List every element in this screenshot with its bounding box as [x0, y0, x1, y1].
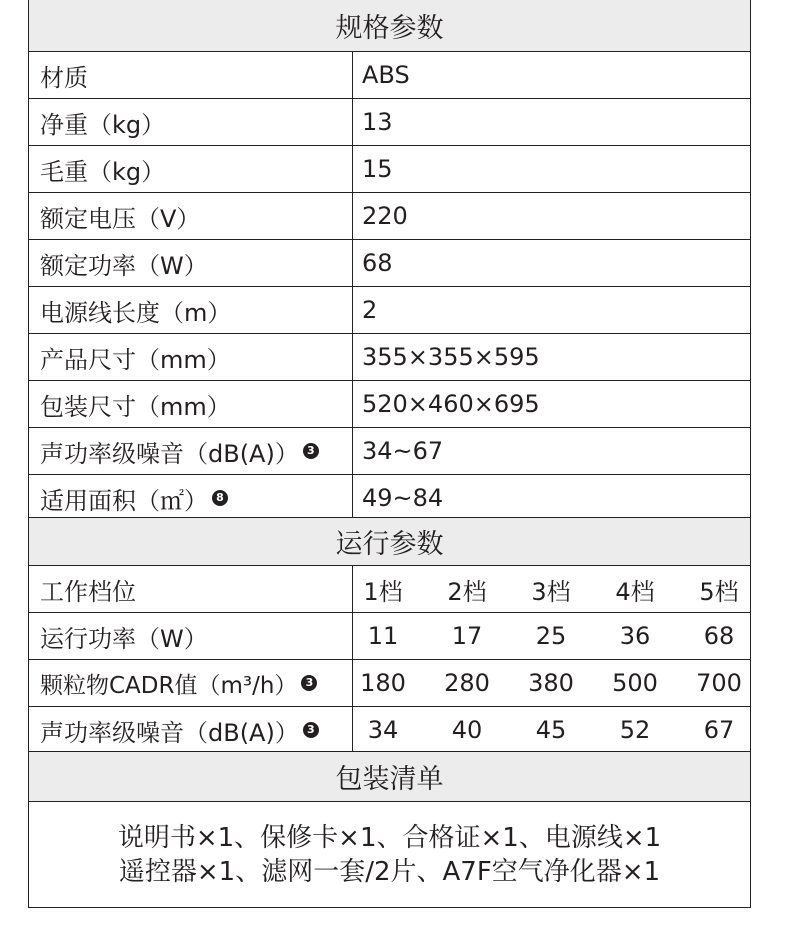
- run-value: 52: [619, 716, 651, 744]
- spec-value: 520×460×695: [362, 390, 540, 418]
- spec-row: [29, 474, 750, 521]
- footnote-marker: 3: [303, 722, 319, 738]
- run-value: 180: [360, 669, 406, 697]
- run-value: 45: [535, 716, 567, 744]
- run-value: 700: [696, 669, 742, 697]
- spec-value: ABS: [362, 61, 410, 89]
- spec-row: [29, 98, 750, 145]
- spec-section-header: [29, 0, 750, 51]
- spec-label: 额定电压（V）: [40, 204, 201, 233]
- spec-value: 68: [362, 249, 393, 277]
- run-value: 25: [535, 622, 567, 650]
- gear-4: 4档: [615, 577, 655, 606]
- spec-row: [29, 51, 750, 98]
- spec-value: 13: [362, 108, 393, 136]
- spec-value: 2: [362, 296, 378, 324]
- footnote-marker: 8: [212, 490, 228, 506]
- run-row-power: [29, 612, 750, 659]
- spec-value: 355×355×595: [362, 343, 540, 371]
- run-value: 36: [619, 622, 651, 650]
- gear-3: 3档: [531, 577, 571, 606]
- spec-label-noise: 声功率级噪音（dB(A)） 3: [40, 428, 319, 474]
- spec-row: [29, 333, 750, 380]
- spec-label: 材质: [40, 63, 88, 92]
- run-row-noise: [29, 706, 750, 753]
- run-label-noise: 声功率级噪音（dB(A)） 3: [40, 707, 319, 753]
- spec-row: [29, 239, 750, 286]
- run-row-cadr: [29, 659, 750, 706]
- spec-value: 49~84: [362, 484, 444, 512]
- run-value: 500: [612, 669, 658, 697]
- spec-label-area: 适用面积（㎡） 8: [40, 475, 228, 521]
- gear-header-row: [29, 565, 750, 612]
- run-value: 280: [444, 669, 490, 697]
- spec-section-title: 规格参数: [335, 13, 444, 44]
- spec-row: [29, 380, 750, 427]
- spec-table: [28, 0, 751, 908]
- spec-label: 包装尺寸（mm）: [40, 392, 231, 421]
- spec-value: 34~67: [362, 437, 444, 465]
- spec-row: [29, 427, 750, 474]
- spec-label: 产品尺寸（mm）: [40, 345, 231, 374]
- run-section-header: [29, 517, 750, 565]
- spec-row: [29, 192, 750, 239]
- footnote-marker: 3: [301, 675, 317, 691]
- run-label-cadr: 颗粒物CADR值（m³/h） 3: [40, 660, 317, 706]
- footnote-marker: 3: [303, 443, 319, 459]
- gear-2: 2档: [447, 577, 487, 606]
- spec-row: [29, 286, 750, 333]
- run-value: 17: [451, 622, 483, 650]
- run-value: 68: [703, 622, 735, 650]
- package-list: [29, 801, 750, 907]
- run-value: 40: [451, 716, 483, 744]
- package-line-1: 说明书×1、保修卡×1、合格证×1、电源线×1: [117, 822, 662, 853]
- run-section-title: 运行参数: [335, 529, 444, 560]
- package-line-2: 遥控器×1、滤网一套/2片、A7F空气净化器×1: [118, 856, 661, 887]
- gear-5: 5档: [699, 577, 739, 606]
- package-section-header: [29, 751, 750, 801]
- run-value: 11: [367, 622, 399, 650]
- package-section-title: 包装清单: [335, 764, 444, 795]
- run-label: 运行功率（W）: [40, 624, 208, 653]
- spec-value: 220: [362, 202, 408, 230]
- spec-label: 毛重（kg）: [40, 157, 166, 186]
- spec-label: 额定功率（W）: [40, 251, 208, 280]
- spec-label: 电源线长度（m）: [40, 298, 232, 327]
- run-value: 380: [528, 669, 574, 697]
- gear-header-label: 工作档位: [40, 577, 136, 606]
- run-value: 34: [367, 716, 399, 744]
- spec-row: [29, 145, 750, 192]
- spec-label: 净重（kg）: [40, 110, 166, 139]
- gear-1: 1档: [363, 577, 403, 606]
- spec-value: 15: [362, 155, 393, 183]
- run-value: 67: [703, 716, 735, 744]
